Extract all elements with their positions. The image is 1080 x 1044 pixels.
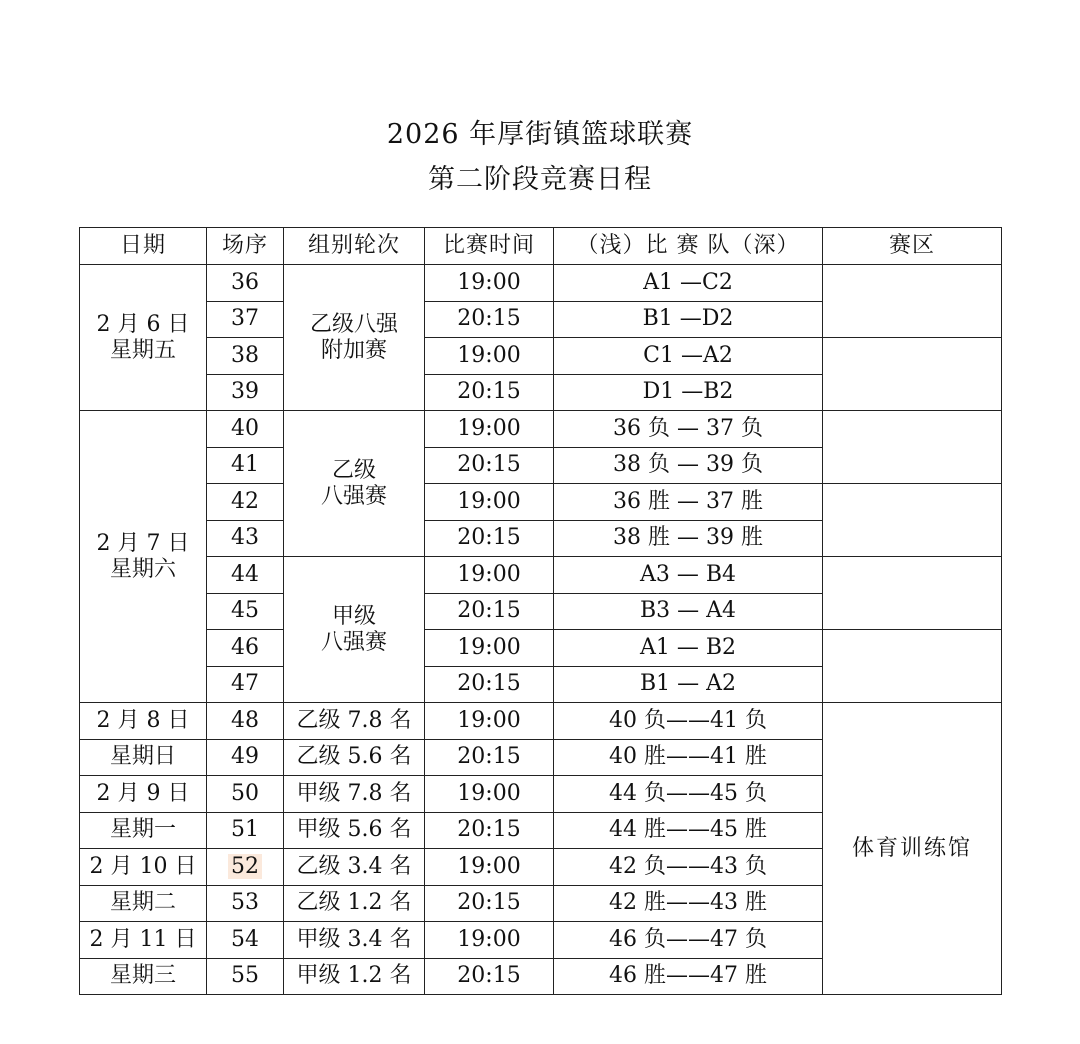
date-cell <box>80 265 207 411</box>
group-line: 附加赛 <box>320 337 387 363</box>
date-cell <box>80 411 207 703</box>
time-cell: 19:00 <box>425 484 554 521</box>
venue-cell: 体育训练馆 <box>823 703 1002 995</box>
time-cell: 20:15 <box>425 447 554 484</box>
teams-cell: 36 负 — 37 负 <box>554 411 823 448</box>
time-cell: 20:15 <box>425 958 554 995</box>
teams-cell: B3 — A4 <box>554 593 823 630</box>
group-cell: 甲级 3.4 名 <box>284 922 425 959</box>
teams-cell: A1 — B2 <box>554 630 823 667</box>
date-weekday: 星期二 <box>80 885 207 922</box>
document-title: 2026 年厚街镇篮球联赛 <box>386 119 694 150</box>
seq-cell: 39 <box>207 374 284 411</box>
group-cell: 乙级 3.4 名 <box>284 849 425 886</box>
date-day: 2 月 6 日 <box>96 311 190 337</box>
venue-cell <box>823 484 1002 557</box>
seq-cell: 37 <box>207 301 284 338</box>
header-seq: 场序 <box>207 228 284 265</box>
seq-cell: 41 <box>207 447 284 484</box>
seq-cell: 50 <box>207 776 284 813</box>
time-cell: 19:00 <box>425 630 554 667</box>
seq-cell: 44 <box>207 557 284 594</box>
header-time: 比赛时间 <box>425 228 554 265</box>
time-cell: 20:15 <box>425 885 554 922</box>
table-row <box>80 703 1002 740</box>
venue-cell <box>823 338 1002 411</box>
time-cell: 20:15 <box>425 301 554 338</box>
seq-cell: 46 <box>207 630 284 667</box>
table-row <box>80 557 1002 594</box>
group-cell: 乙级 1.2 名 <box>284 885 425 922</box>
teams-cell: 38 负 — 39 负 <box>554 447 823 484</box>
time-cell: 19:00 <box>425 411 554 448</box>
time-cell: 19:00 <box>425 338 554 375</box>
teams-cell: C1 —A2 <box>554 338 823 375</box>
table-row <box>80 484 1002 521</box>
table-row <box>80 411 1002 448</box>
group-line: 甲级 <box>331 603 376 629</box>
date-weekday: 星期六 <box>109 556 176 582</box>
seq-cell: 49 <box>207 739 284 776</box>
date-day: 2 月 7 日 <box>96 530 190 556</box>
time-cell: 20:15 <box>425 666 554 703</box>
seq-cell: 51 <box>207 812 284 849</box>
seq-cell <box>207 849 284 886</box>
teams-cell: 42 负——43 负 <box>554 849 823 886</box>
group-cell: 甲级 5.6 名 <box>284 812 425 849</box>
highlighted-seq: 52 <box>228 854 262 879</box>
date-weekday: 星期三 <box>80 958 207 995</box>
venue-cell <box>823 265 1002 338</box>
time-cell: 20:15 <box>425 520 554 557</box>
teams-cell: 40 胜——41 胜 <box>554 739 823 776</box>
time-cell: 20:15 <box>425 812 554 849</box>
teams-cell: 42 胜——43 胜 <box>554 885 823 922</box>
date-day: 2 月 8 日 <box>80 703 207 740</box>
seq-cell: 43 <box>207 520 284 557</box>
header-date: 日期 <box>80 228 207 265</box>
group-cell <box>284 265 425 411</box>
date-weekday: 星期一 <box>80 812 207 849</box>
date-day: 2 月 9 日 <box>80 776 207 813</box>
document-subtitle: 第二阶段竞赛日程 <box>428 164 652 195</box>
time-cell: 19:00 <box>425 776 554 813</box>
time-cell: 20:15 <box>425 739 554 776</box>
seq-cell: 54 <box>207 922 284 959</box>
venue-cell <box>823 557 1002 630</box>
seq-cell: 36 <box>207 265 284 302</box>
teams-cell: B1 —D2 <box>554 301 823 338</box>
date-weekday: 星期日 <box>80 739 207 776</box>
table-row <box>80 630 1002 667</box>
header-group: 组别轮次 <box>284 228 425 265</box>
header-venue: 赛区 <box>823 228 1002 265</box>
time-cell: 19:00 <box>425 265 554 302</box>
seq-cell: 45 <box>207 593 284 630</box>
teams-cell: 44 负——45 负 <box>554 776 823 813</box>
time-cell: 19:00 <box>425 557 554 594</box>
teams-cell: A1 —C2 <box>554 265 823 302</box>
teams-cell: 38 胜 — 39 胜 <box>554 520 823 557</box>
teams-cell: 44 胜——45 胜 <box>554 812 823 849</box>
group-cell <box>284 411 425 557</box>
seq-cell: 47 <box>207 666 284 703</box>
teams-cell: 40 负——41 负 <box>554 703 823 740</box>
table-row <box>80 338 1002 375</box>
teams-cell: D1 —B2 <box>554 374 823 411</box>
seq-cell: 53 <box>207 885 284 922</box>
group-cell: 乙级 5.6 名 <box>284 739 425 776</box>
seq-cell: 40 <box>207 411 284 448</box>
seq-cell: 42 <box>207 484 284 521</box>
seq-cell: 55 <box>207 958 284 995</box>
teams-cell: 36 胜 — 37 胜 <box>554 484 823 521</box>
venue-cell <box>823 630 1002 703</box>
group-cell <box>284 557 425 703</box>
time-cell: 20:15 <box>425 593 554 630</box>
time-cell: 19:00 <box>425 849 554 886</box>
group-cell: 乙级 7.8 名 <box>284 703 425 740</box>
time-cell: 19:00 <box>425 703 554 740</box>
teams-cell: 46 胜——47 胜 <box>554 958 823 995</box>
date-day: 2 月 11 日 <box>80 922 207 959</box>
venue-cell <box>823 411 1002 484</box>
teams-cell: B1 — A2 <box>554 666 823 703</box>
header-row <box>80 228 1002 265</box>
group-cell: 甲级 1.2 名 <box>284 958 425 995</box>
time-cell: 20:15 <box>425 374 554 411</box>
schedule-table <box>79 227 1002 995</box>
group-line: 乙级八强 <box>309 311 398 337</box>
group-line: 八强赛 <box>320 629 387 655</box>
date-weekday: 星期五 <box>109 337 176 363</box>
seq-cell: 38 <box>207 338 284 375</box>
teams-cell: A3 — B4 <box>554 557 823 594</box>
group-line: 乙级 <box>331 457 376 483</box>
group-cell: 甲级 7.8 名 <box>284 776 425 813</box>
group-line: 八强赛 <box>320 483 387 509</box>
date-day: 2 月 10 日 <box>80 849 207 886</box>
seq-cell: 48 <box>207 703 284 740</box>
table-row <box>80 265 1002 302</box>
teams-cell: 46 负——47 负 <box>554 922 823 959</box>
time-cell: 19:00 <box>425 922 554 959</box>
header-teams: （浅）比 赛 队（深） <box>554 228 823 265</box>
